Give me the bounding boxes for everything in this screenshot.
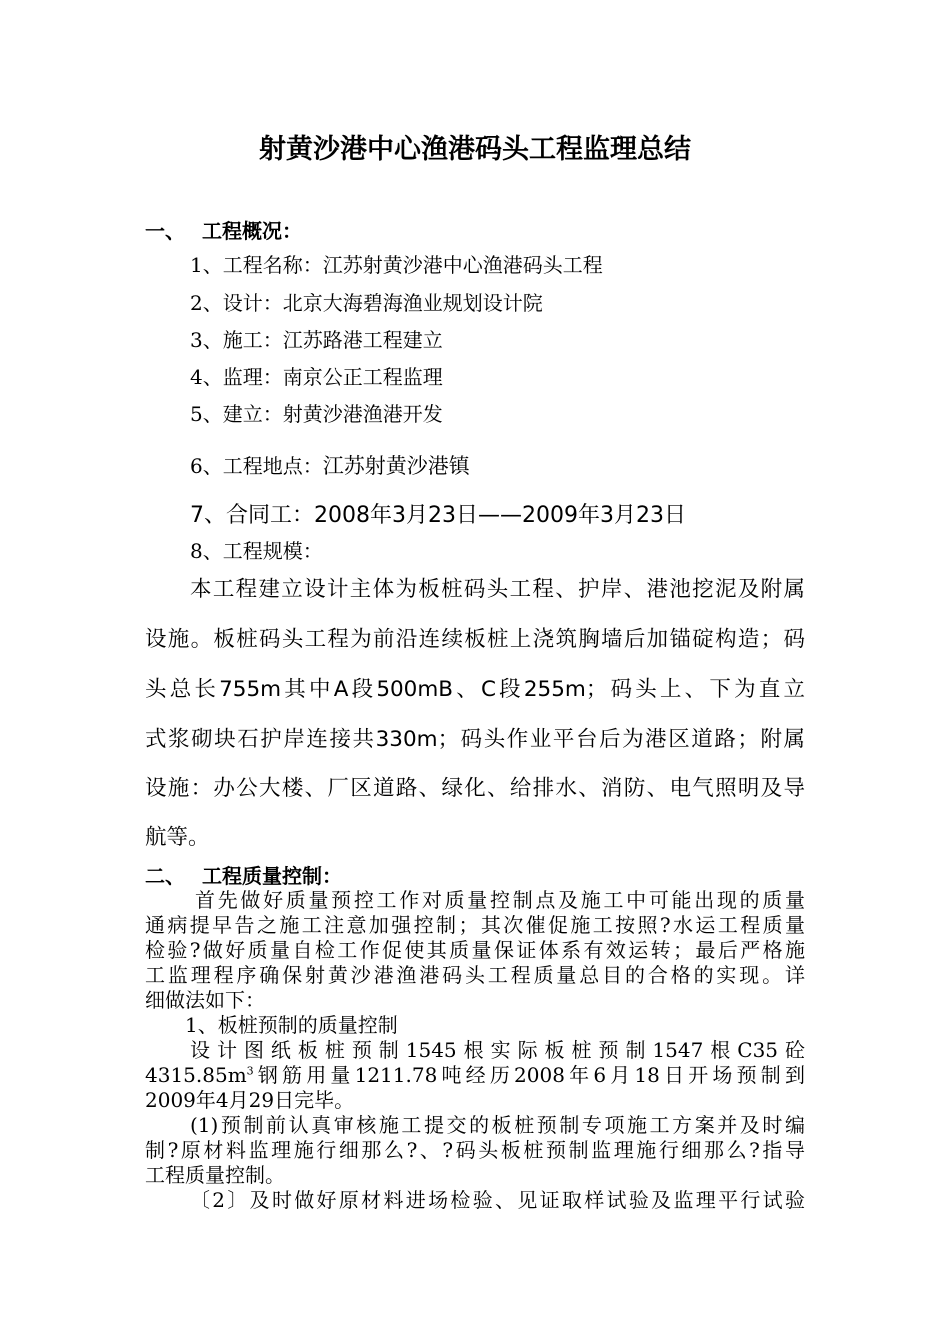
owner-line: 5、建立：射黄沙港渔港开发 <box>190 402 443 426</box>
section-title: 工程概况： <box>202 219 302 243</box>
location-line <box>190 451 470 481</box>
scale-paragraph-line: 头总长755m其中A段500mB、C段255m；码头上、下为直立 <box>145 677 805 702</box>
scale-paragraph-line: 设施。板桩码头工程为前沿连续板桩上浇筑胸墙后加锚碇构造；码 <box>145 627 805 652</box>
step-1-line: 工程质量控制。 <box>145 1163 285 1187</box>
section-number: 一、 <box>145 219 185 243</box>
location-value: 江苏射黄沙港镇 <box>322 454 470 478</box>
pile-paragraph-line: 设计图纸板桩预制1545根实际板桩预制1547根C35砼 <box>190 1038 805 1062</box>
step-1-line: 制?原材料监理施行细那么?、?码头板桩预制监理施行细那么?指导 <box>145 1138 805 1162</box>
pile-paragraph-line: 2009年4月29日完毕。 <box>145 1088 355 1112</box>
scale-paragraph-line: 航等。 <box>145 825 210 850</box>
quality-paragraph-line: 通病提早告之施工注意加强控制；其次催促施工按照?水运工程质量 <box>145 913 805 937</box>
step-1-line: (1)预制前认真审核施工提交的板桩预制专项施工方案并及时编 <box>190 1113 805 1137</box>
subsection-pile-prefab: 1、板桩预制的质量控制 <box>185 1013 398 1037</box>
project-name-line: 1、工程名称：江苏射黄沙港中心渔港码头工程 <box>190 253 603 277</box>
section-heading-overview <box>145 216 302 246</box>
section-number: 二、 <box>145 864 185 888</box>
contract-period-line: 7、合同工：2008年3月23日——2009年3月23日 <box>190 503 686 528</box>
location-label: 6、工程地点： <box>190 454 323 478</box>
pile-paragraph-line <box>145 1063 805 1087</box>
scale-paragraph-line: 式浆砌块石护岸连接共330m；码头作业平台后为港区道路；附属 <box>145 727 805 752</box>
section-heading-quality <box>145 861 342 891</box>
quality-paragraph-line: 首先做好质量预控工作对质量控制点及施工中可能出现的质量 <box>195 888 805 912</box>
step-2-line: 〔2〕及时做好原材料进场检验、见证取样试验及监理平行试验 <box>190 1188 805 1212</box>
quality-paragraph-line: 细做法如下： <box>145 988 265 1012</box>
quality-paragraph-line: 检验?做好质量自检工作促使其质量保证体系有效运转；最后严格施 <box>145 938 805 962</box>
document-title: 射黄沙港中心渔港码头工程监理总结 <box>259 134 691 165</box>
concrete-volume: 4315.85m <box>145 1063 247 1087</box>
pile-paragraph-text: 钢筋用量1211.78吨经历2008年6月18日开场预制到 <box>253 1063 805 1087</box>
supervisor-line: 4、监理：南京公正工程监理 <box>190 365 443 389</box>
contractor-line: 3、施工：江苏路港工程建立 <box>190 328 443 352</box>
scale-paragraph-line: 本工程建立设计主体为板桩码头工程、护岸、港池挖泥及附属 <box>190 577 805 602</box>
scale-paragraph-line: 设施：办公大楼、厂区道路、绿化、给排水、消防、电气照明及导 <box>145 776 805 801</box>
designer-line: 2、设计：北京大海碧海渔业规划设计院 <box>190 291 543 315</box>
scale-heading-line: 8、工程规模： <box>190 539 323 563</box>
cubic-superscript: 3 <box>246 1064 254 1078</box>
section-title: 工程质量控制： <box>202 864 342 888</box>
quality-paragraph-line: 工监理程序确保射黄沙港渔港码头工程质量总目的合格的实现。详 <box>145 963 805 987</box>
